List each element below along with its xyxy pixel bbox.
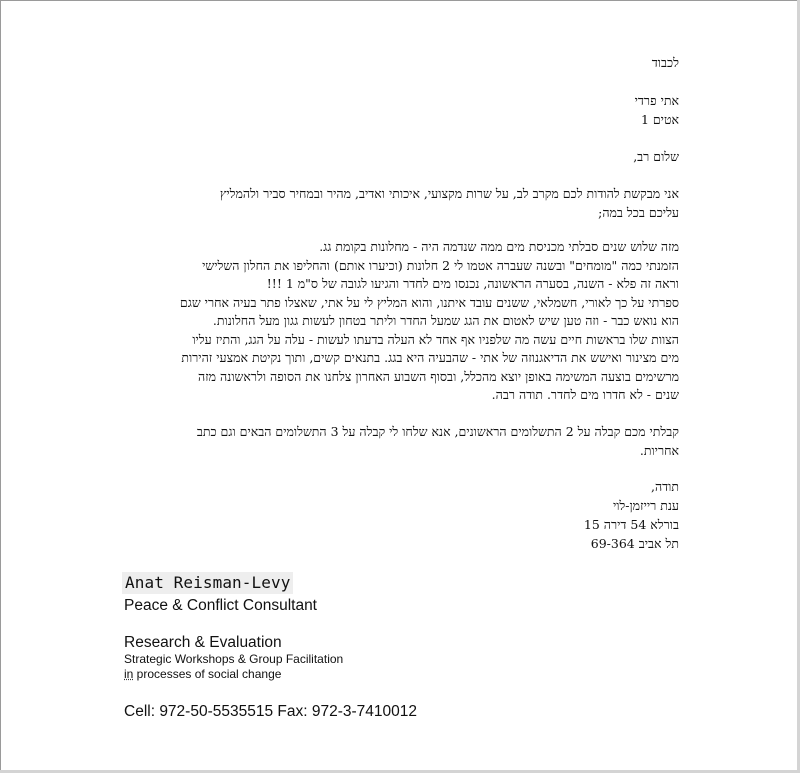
sender-address: בורלא 54 דירה 15: [583, 517, 679, 532]
paragraph-line: מים מצינור ואישש את הדיאגנוזה של אתי - שהבעיה היא בגג. בתנאים קשים, ותוך נקיטת אמצעי זהירות: [181, 350, 679, 365]
paragraph-line: עליכם בכל במה;: [598, 205, 679, 220]
signature-workshops: Strategic Workshops & Group Facilitation: [124, 652, 344, 666]
paragraph-line: שנים - לא חדרו מים לחדר. תודה רבה.: [491, 387, 679, 402]
paragraph-receipts: [121, 422, 679, 460]
paragraph-line: אחריות.: [639, 443, 679, 458]
signature-processes: [124, 667, 281, 682]
greeting: שלום רב,: [633, 149, 679, 164]
paragraph-story: [121, 238, 679, 405]
paragraph-line: הזמנתי כמה "מומחים" ובשנה שעברה אטמו לי 2 חלונות (וכיערו אותם) והחליפו את החלון השלישי: [202, 257, 679, 273]
paragraph-thanks: [121, 184, 679, 222]
paragraph-line: מרשימים בוצעה המשימה באופן יוצא מהכלל, ובסוף השבוע האחרון צלחנו את הסופה ולראשונה מזה: [198, 368, 679, 384]
closing: תודה,: [651, 479, 679, 494]
paragraph-line: מזה שלוש שנים סבלתי מכניסת מים ממה שנדמה היה - מחלונות בקומת גג.: [319, 239, 679, 254]
sender-name: ענת רייזמן-לוי: [612, 498, 679, 513]
signature-contact: Cell: 972-50-5535515 Fax: 972-3-7410012: [124, 703, 417, 720]
recipient-company: אטים 1: [640, 112, 679, 127]
paragraph-line: וראה זה פלא - השנה, בסערה הראשונה, נכנסו מים לחדר והגיעו לגובה של ס"מ 1 !!!: [266, 276, 679, 291]
signature-processes-text: processes of social change: [133, 667, 282, 681]
salutation-to: לכבוד: [651, 55, 679, 70]
paragraph-line: אני מבקשת להודות לכם מקרב לב, על שרות מקצועי, איכותי ואדיב, מהיר ובמחיר סביר ולהמליץ: [219, 186, 679, 201]
signature-name: Anat Reisman-Levy: [122, 572, 293, 594]
recipient-name: אתי פרדי: [634, 93, 679, 108]
sender-block: [121, 477, 679, 553]
signature-service: Research & Evaluation: [124, 634, 282, 651]
signature-in-word: in: [124, 667, 134, 681]
paragraph-line: ספרתי על כך לאורי, חשמלאי, ששנים עובד איתנו, והוא המליץ לי על אתי, שאצלו פתר בעיה אחרי שגם: [179, 294, 679, 310]
signature-title: Peace & Conflict Consultant: [124, 597, 317, 614]
sender-city: תל אביב 69-364: [590, 536, 679, 551]
paragraph-line: קבלתי מכם קבלה על 2 התשלומים הראשונים, אנא שלחו לי קבלה על 3 התשלומים הבאים וגם כתב: [196, 424, 679, 439]
paragraph-line: הוא נואש כבר - וזה טען שיש לאטום את הגג שמעל החדר וליתר בטחון לעשות גגון מעל החלונות.: [212, 313, 679, 328]
paragraph-line: הצוות שלו בראשות חיים עשה מה שלפניו אף אחד לא העלה בדעתו לעשות - עלה על הגג, והתיז עליו: [192, 331, 679, 347]
